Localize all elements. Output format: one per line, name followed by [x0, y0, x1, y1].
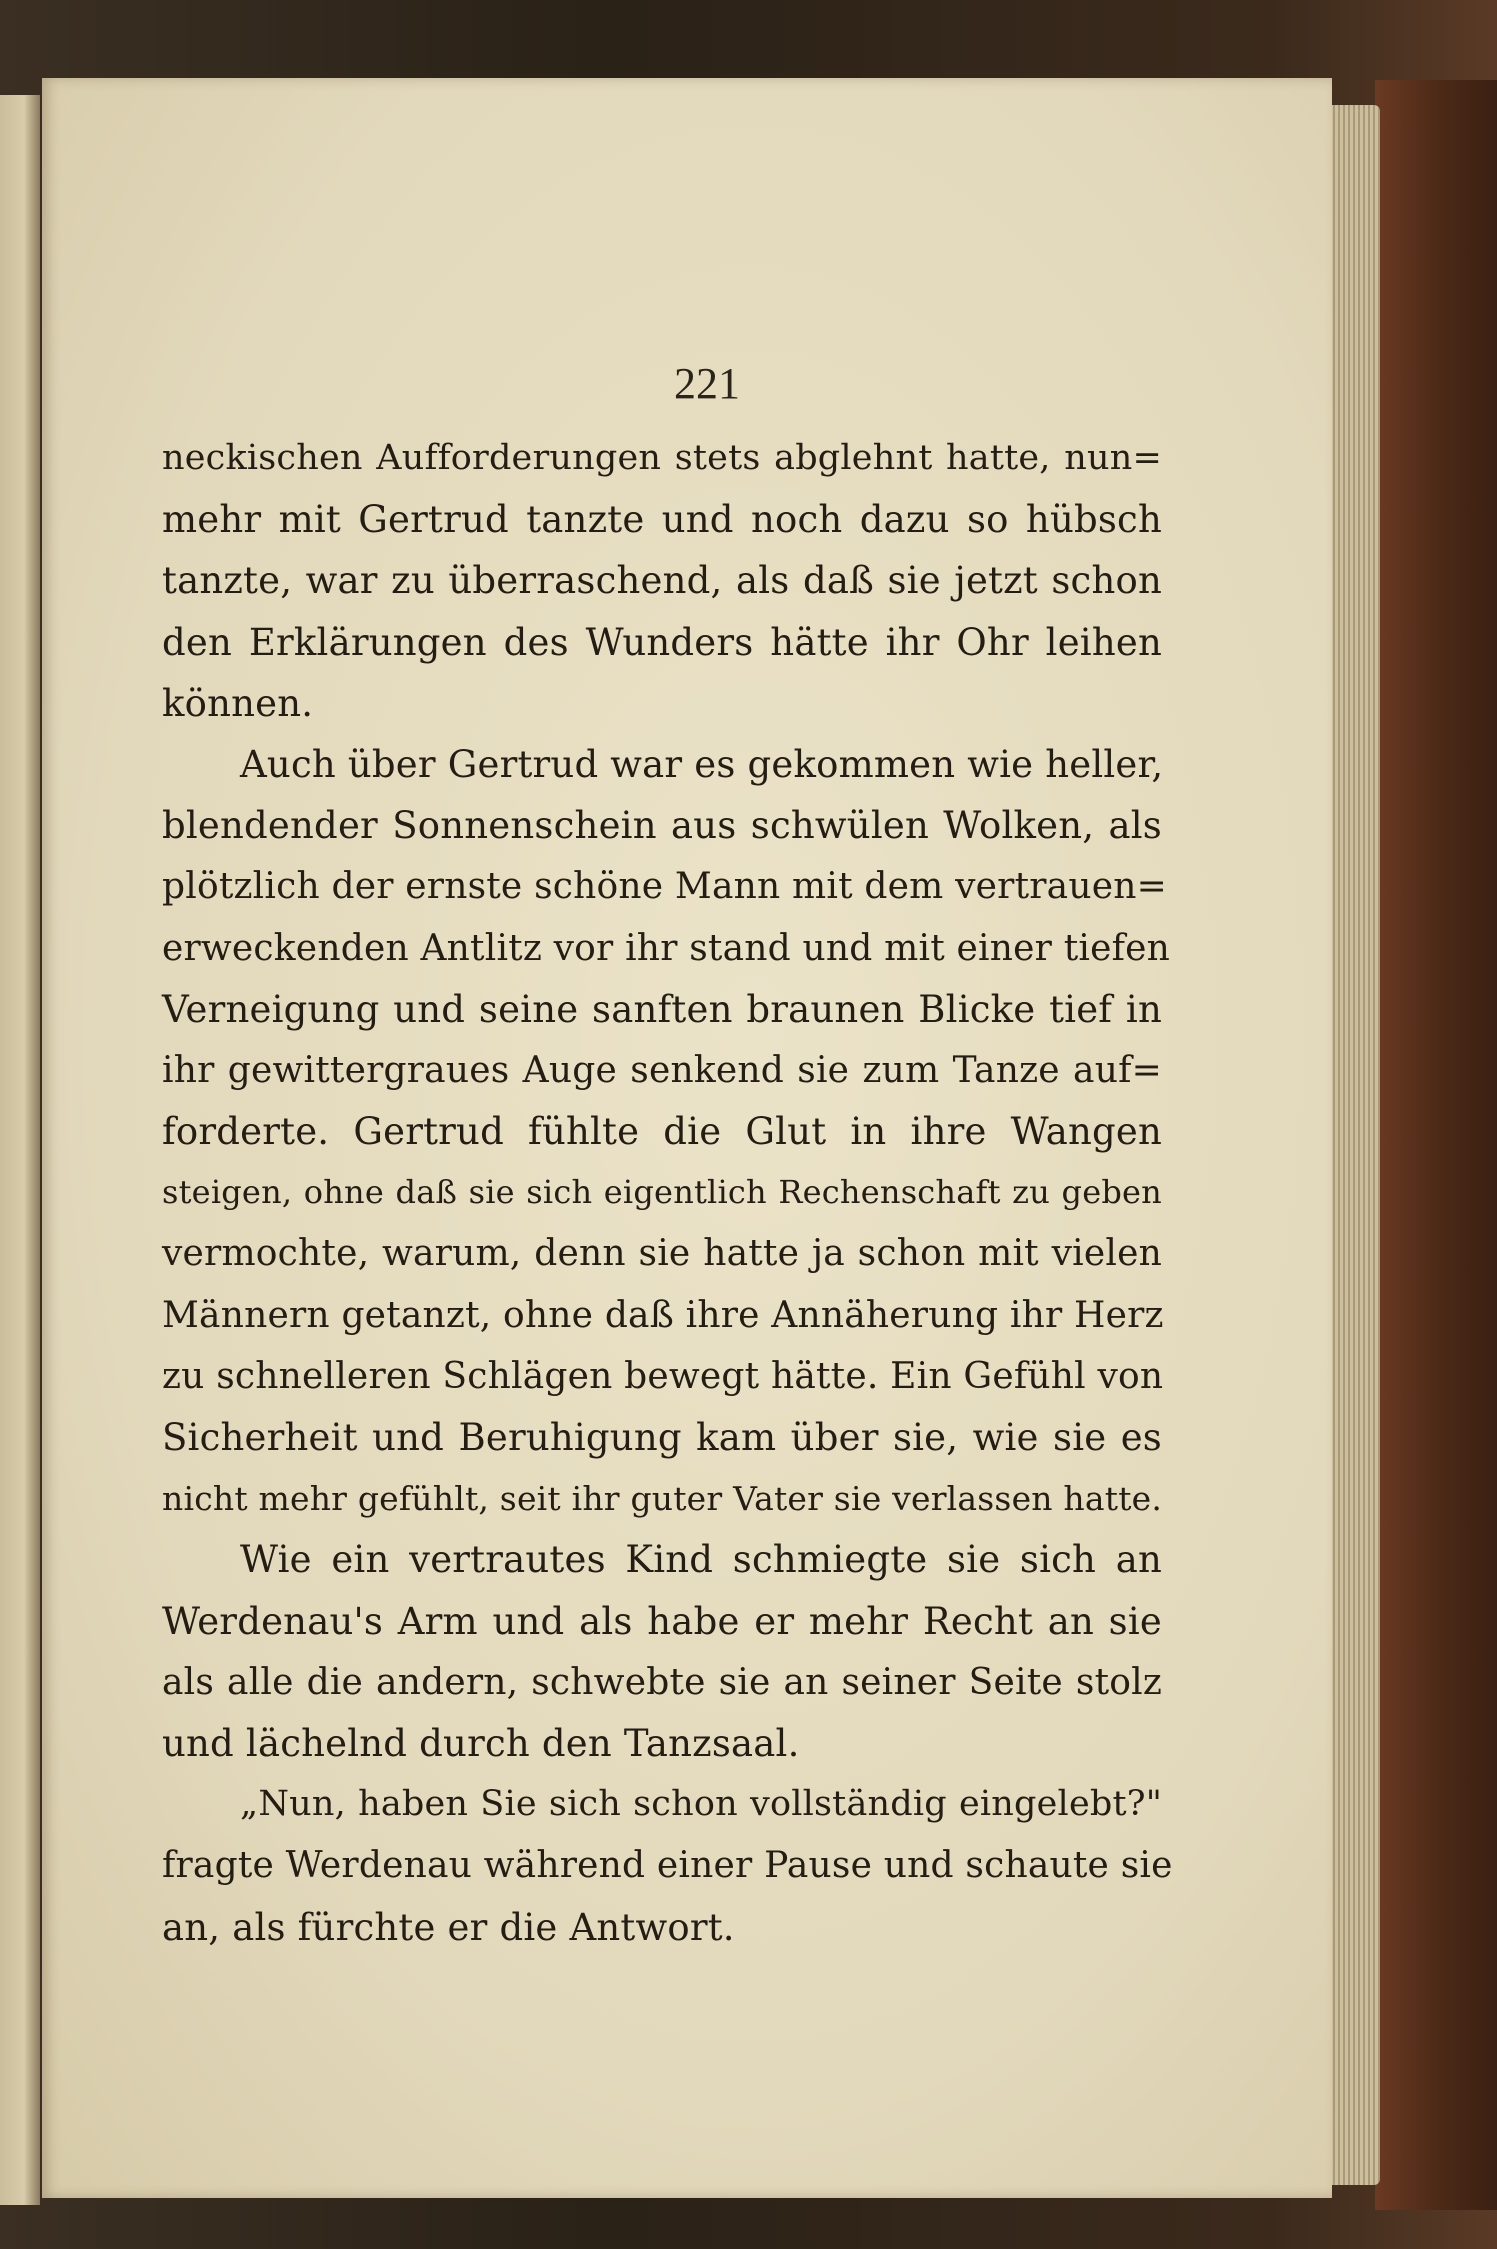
- book-page: [42, 78, 1332, 2198]
- text-line: tanzte, war zu überraschend, als daß sie jetzt schon: [162, 559, 1162, 603]
- text-line: plötzlich der ernste schöne Mann mit dem vertrauen=: [162, 866, 1167, 908]
- text-line: zu schnelleren Schlägen bewegt hätte. Ein Gefühl von: [162, 1355, 1164, 1397]
- text-line: fragte Werdenau während einer Pause und schaute sie: [162, 1845, 1173, 1887]
- text-line: Werdenau's Arm und als habe er mehr Recht an sie: [162, 1599, 1162, 1643]
- text-line: Auch über Gertrud war es gekommen wie heller,: [240, 742, 1164, 786]
- text-line: vermochte, warum, denn sie hatte ja schon mit vielen: [162, 1233, 1162, 1275]
- text-line: an, als fürchte er die Antwort.: [162, 1905, 735, 1949]
- text-line: forderte. Gertrud fühlte die Glut in ihre Wangen: [162, 1110, 1162, 1154]
- book-binding-edge: [1375, 80, 1497, 2210]
- text-line: erweckenden Antlitz vor ihr stand und mit einer tiefen: [162, 927, 1171, 969]
- text-line: nicht mehr gefühlt, seit ihr guter Vater sie verlassen hatte.: [162, 1479, 1163, 1519]
- text-line: und lächelnd durch den Tanzsaal.: [162, 1721, 800, 1765]
- text-line: Männern getanzt, ohne daß ihre Annäherung ihr Herz: [162, 1294, 1164, 1336]
- text-line: „Nun, haben Sie sich schon vollständig eingelebt?": [240, 1784, 1162, 1825]
- page-text: [162, 428, 1173, 1958]
- text-line: können.: [162, 681, 314, 725]
- text-line: ihr gewittergraues Auge senkend sie zum Tanze auf=: [162, 1049, 1162, 1091]
- text-line: steigen, ohne daß sie sich eigentlich Rechenschaft zu geben: [162, 1173, 1162, 1212]
- text-line: mehr mit Gertrud tanzte und noch dazu so hübsch: [162, 498, 1162, 542]
- text-line: Verneigung und seine sanften braunen Blicke tief in: [162, 987, 1162, 1031]
- text-line: neckischen Aufforderungen stets abglehnt hatte, nun=: [162, 438, 1162, 478]
- text-line: blendender Sonnenschein aus schwülen Wolken, als: [162, 804, 1162, 848]
- text-line: Wie ein vertrautes Kind schmiegte sie sich an: [240, 1538, 1162, 1582]
- text-line: Sicherheit und Beruhigung kam über sie, wie sie es: [162, 1416, 1162, 1459]
- text-line: den Erklärungen des Wunders hätte ihr Ohr leihen: [162, 620, 1162, 664]
- left-page-sliver: [0, 95, 40, 2205]
- page-number: 221: [674, 359, 740, 408]
- text-line: als alle die andern, schwebte sie an seiner Seite stolz: [162, 1661, 1162, 1703]
